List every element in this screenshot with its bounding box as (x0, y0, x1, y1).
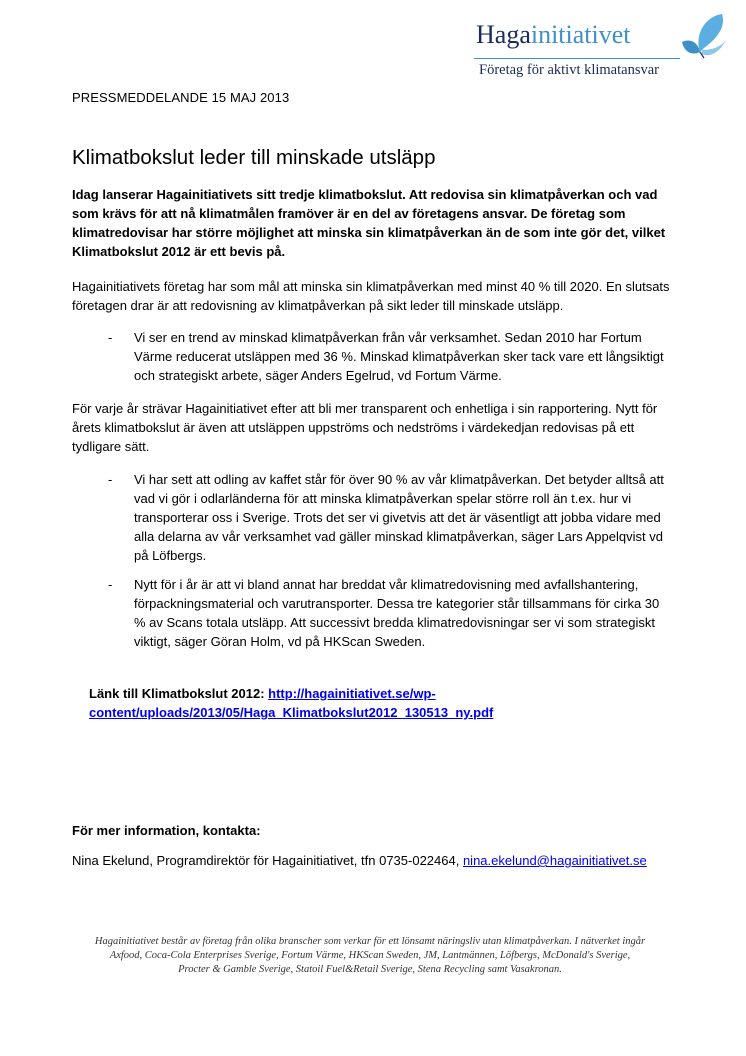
footer-line-2: Axfood, Coca-Cola Enterprises Sverige, Fortum Värme, HKScan Sweden, JM, Lantmännen, Löfbergs, McDonald's Sverige, (109, 950, 631, 961)
report-link-part1: http://hagainitiativet.se/wp- (268, 686, 436, 701)
quote-text: Vi har sett att odling av kaffet står för över 90 % av vår klimatpåverkan. Det betyder alltså att vad vi gör i odlarländerna för att minska klimatpåverkan spelar större roll än t.ex. hur vi transporterar oss i Sverige. Trots det ser vi givetvis att det är väsentligt att jobba vidare med alla delarna av vår verksamhet vad gäller minskad klimatpåverkan, säger Lars Appelqvist vd på Löfbergs. (134, 472, 664, 563)
body-paragraph-2: För varje år strävar Hagainitiativet efter att bli mer transparent och enhetliga i sin rapportering. Nytt för årets klimatbokslut är även att utsläppen uppströms och nedströms i värdekedjan redovisas på ett tydligare sätt. (72, 401, 658, 454)
contact-email-link[interactable]: nina.ekelund@hagainitiativet.se (462, 853, 647, 868)
contact-heading: För mer information, kontakta: (72, 823, 261, 838)
logo-wordmark (476, 20, 631, 50)
lead-paragraph: Idag lanserar Hagainitiativets sitt tredje klimatbokslut. Att redovisa sin klimatpåverkan och vad som krävs för att nå klimatmålen framöver är en del av företagens ansvar. De företag som klimatredovisar har större möjlighet att minska sin klimatpåverkan än de som inte gör det, vilket Klimatbokslut 2012 är ett bevis på. (72, 187, 666, 259)
logo-tagline: Företag för aktivt klimatansvar (479, 62, 659, 78)
bullet-dash: - (108, 472, 113, 487)
body-paragraph-1: Hagainitiativets företag har som mål att minska sin klimatpåverkan med minst 40 % till 2020. En slutsats företagen drar är att redovisning av klimatpåverkan på sikt leder till minskade utsläpp. (72, 279, 670, 313)
quote-text: Vi ser en trend av minskad klimatpåverkan från vår verksamhet. Sedan 2010 har Fortum Värme reducerat utsläppen med 36 %. Minskad klimatpåverkan sker tack vare ett långsiktigt och strategiskt arbete, säger Anders Egelrud, vd Fortum Värme. (134, 330, 664, 383)
quote-text: Nytt för i år är att vi bland annat har breddat vår klimatredovisning med avfallshantering, förpackningsmaterial och varutransporter. Dessa tre kategorier står tillsammans för cirka 30 % av Scans totala utsläpp. Att successivt bredda klimatredovisningar ser vi som strategiskt viktigt, säger Göran Holm, vd på HKScan Sweden. (134, 577, 660, 649)
logo-name-part2: initiativet (530, 20, 631, 49)
headline: Klimatbokslut leder till minskade utsläpp (72, 146, 436, 169)
report-link-part2: content/uploads/2013/05/Haga_Klimatbokslut2012_130513_ny.pdf (89, 705, 494, 720)
butterfly-icon (676, 12, 728, 64)
quote-hkscan (108, 575, 673, 651)
bullet-dash: - (108, 330, 113, 345)
footer-line-1: Hagainitiativet består av företag från olika branscher som verkar för ett lönsamt näringsliv utan klimatpåverkan. I nätverket ingår (94, 936, 646, 947)
contact-text: Nina Ekelund, Programdirektör för Hagainitiativet, tfn 0735-022464, (72, 853, 463, 868)
footer-line-3: Procter & Gamble Sverige, Statoil Fuel&Retail Sverige, Stena Recycling samt Vasakronan. (178, 964, 562, 975)
contact-line (72, 853, 647, 868)
logo-name-part1: Haga (476, 20, 531, 49)
quote-lofbergs (108, 470, 673, 565)
report-link-block (89, 684, 649, 722)
press-release-date: PRESSMEDDELANDE 15 MAJ 2013 (72, 90, 290, 105)
link-label: Länk till Klimatbokslut 2012: (89, 686, 269, 701)
haga-logo (470, 10, 732, 80)
bullet-dash: - (108, 577, 113, 592)
footer-note (90, 935, 650, 977)
quote-fortum (108, 328, 673, 385)
logo-underline (474, 58, 680, 59)
